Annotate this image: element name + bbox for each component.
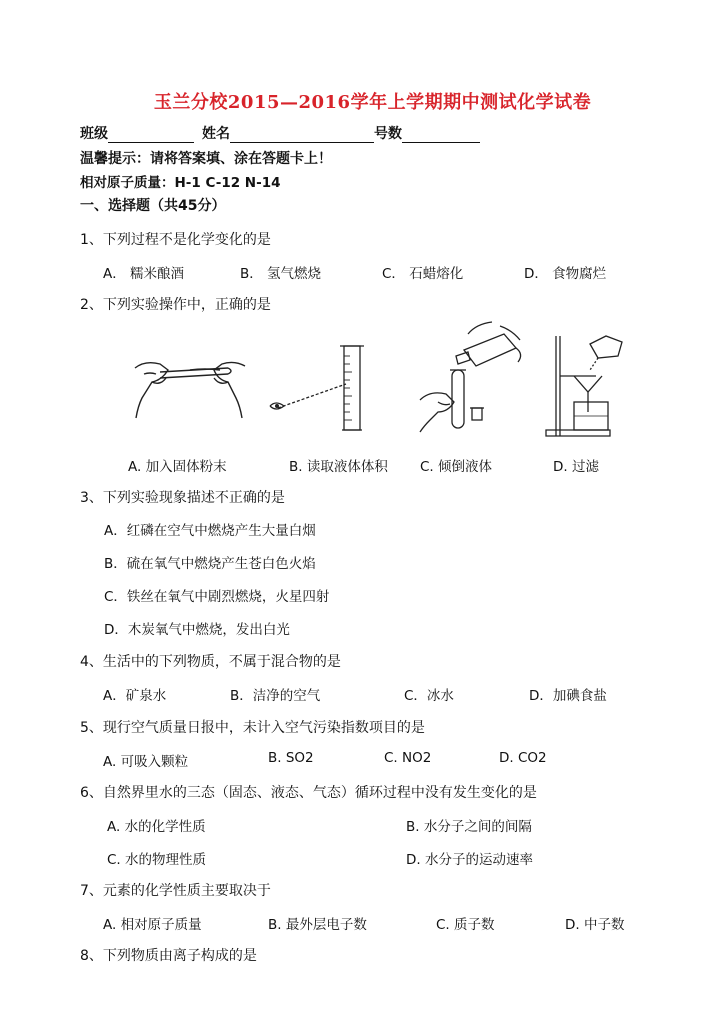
option-a: A．矿泉水 bbox=[103, 688, 167, 704]
option-b: B. 水分子之间的间隔 bbox=[406, 819, 532, 835]
question-stem: 6、自然界里水的三态（固态、液态、气态）循环过程中没有发生变化的是 bbox=[80, 785, 537, 801]
option-c: C. 质子数 bbox=[436, 917, 495, 933]
exam-title: 玉兰分校2015—2016学年上学期期中测试化学试卷 bbox=[153, 92, 592, 113]
figure-filtration bbox=[540, 330, 630, 440]
option-c: C. NO2 bbox=[384, 750, 432, 766]
option-d: D．加碘食盐 bbox=[529, 688, 607, 704]
option-c: C. 水的物理性质 bbox=[107, 852, 207, 868]
option-d: D. CO2 bbox=[499, 750, 547, 766]
section-heading: 一、选择题（共45分） bbox=[80, 198, 226, 214]
question-stem: 3、下列实验现象描述不正确的是 bbox=[80, 490, 285, 506]
class-label: 班级 bbox=[80, 126, 108, 142]
option-c: C．铁丝在氧气中剧烈燃烧，火星四射 bbox=[104, 589, 330, 605]
tip-text: 温馨提示：请将答案填、涂在答题卡上！ bbox=[80, 151, 332, 167]
option-b: B. 最外层电子数 bbox=[268, 917, 367, 933]
question-stem: 4、生活中的下列物质，不属于混合物的是 bbox=[80, 654, 341, 670]
question-stem: 7、元素的化学性质主要取决于 bbox=[80, 883, 271, 899]
option-b: B．洁净的空气 bbox=[230, 688, 321, 704]
option-b: B．硫在氧气中燃烧产生苍白色火焰 bbox=[104, 556, 316, 572]
class-blank[interactable] bbox=[108, 128, 194, 143]
name-blank[interactable] bbox=[230, 128, 374, 143]
option-b: B． 氢气燃烧 bbox=[240, 266, 322, 282]
option-c: C．冰水 bbox=[404, 688, 454, 704]
question-stem: 1、下列过程不是化学变化的是 bbox=[80, 232, 271, 248]
student-info-line bbox=[80, 123, 480, 143]
name-label: 姓名 bbox=[202, 126, 230, 142]
question-stem: 8、下列物质由离子构成的是 bbox=[80, 948, 257, 964]
option-a: A. 加入固体粉末 bbox=[128, 459, 227, 475]
question-stem: 2、下列实验操作中，正确的是 bbox=[80, 297, 271, 313]
option-d: D. 中子数 bbox=[565, 917, 625, 933]
option-a: A. 相对原子质量 bbox=[103, 917, 202, 933]
option-c: C． 石蜡熔化 bbox=[382, 266, 464, 282]
figure-read-liquid-volume bbox=[266, 340, 376, 435]
option-b: B. SO2 bbox=[268, 750, 314, 766]
figure-add-solid-powder bbox=[130, 338, 250, 428]
option-d: D．木炭氧气中燃烧，发出白光 bbox=[104, 622, 290, 638]
question-stem: 5、现行空气质量日报中，未计入空气污染指数项目的是 bbox=[80, 720, 425, 736]
number-blank[interactable] bbox=[402, 128, 480, 143]
option-a: A. 可吸入颗粒 bbox=[103, 754, 189, 770]
option-d: D. 过滤 bbox=[553, 459, 599, 475]
option-c: C. 倾倒液体 bbox=[420, 459, 493, 475]
option-a: A. 水的化学性质 bbox=[107, 819, 206, 835]
option-d: D. 水分子的运动速率 bbox=[406, 852, 533, 868]
atomic-mass-text: 相对原子质量：H-1 C-12 N-14 bbox=[80, 175, 281, 191]
option-a: A．红磷在空气中燃烧产生大量白烟 bbox=[104, 523, 316, 539]
option-d: D． 食物腐烂 bbox=[524, 266, 607, 282]
number-label: 号数 bbox=[374, 126, 402, 142]
option-a: A． 糯米酿酒 bbox=[103, 266, 185, 282]
option-b: B. 读取液体体积 bbox=[289, 459, 388, 475]
figure-pour-liquid bbox=[412, 320, 532, 435]
